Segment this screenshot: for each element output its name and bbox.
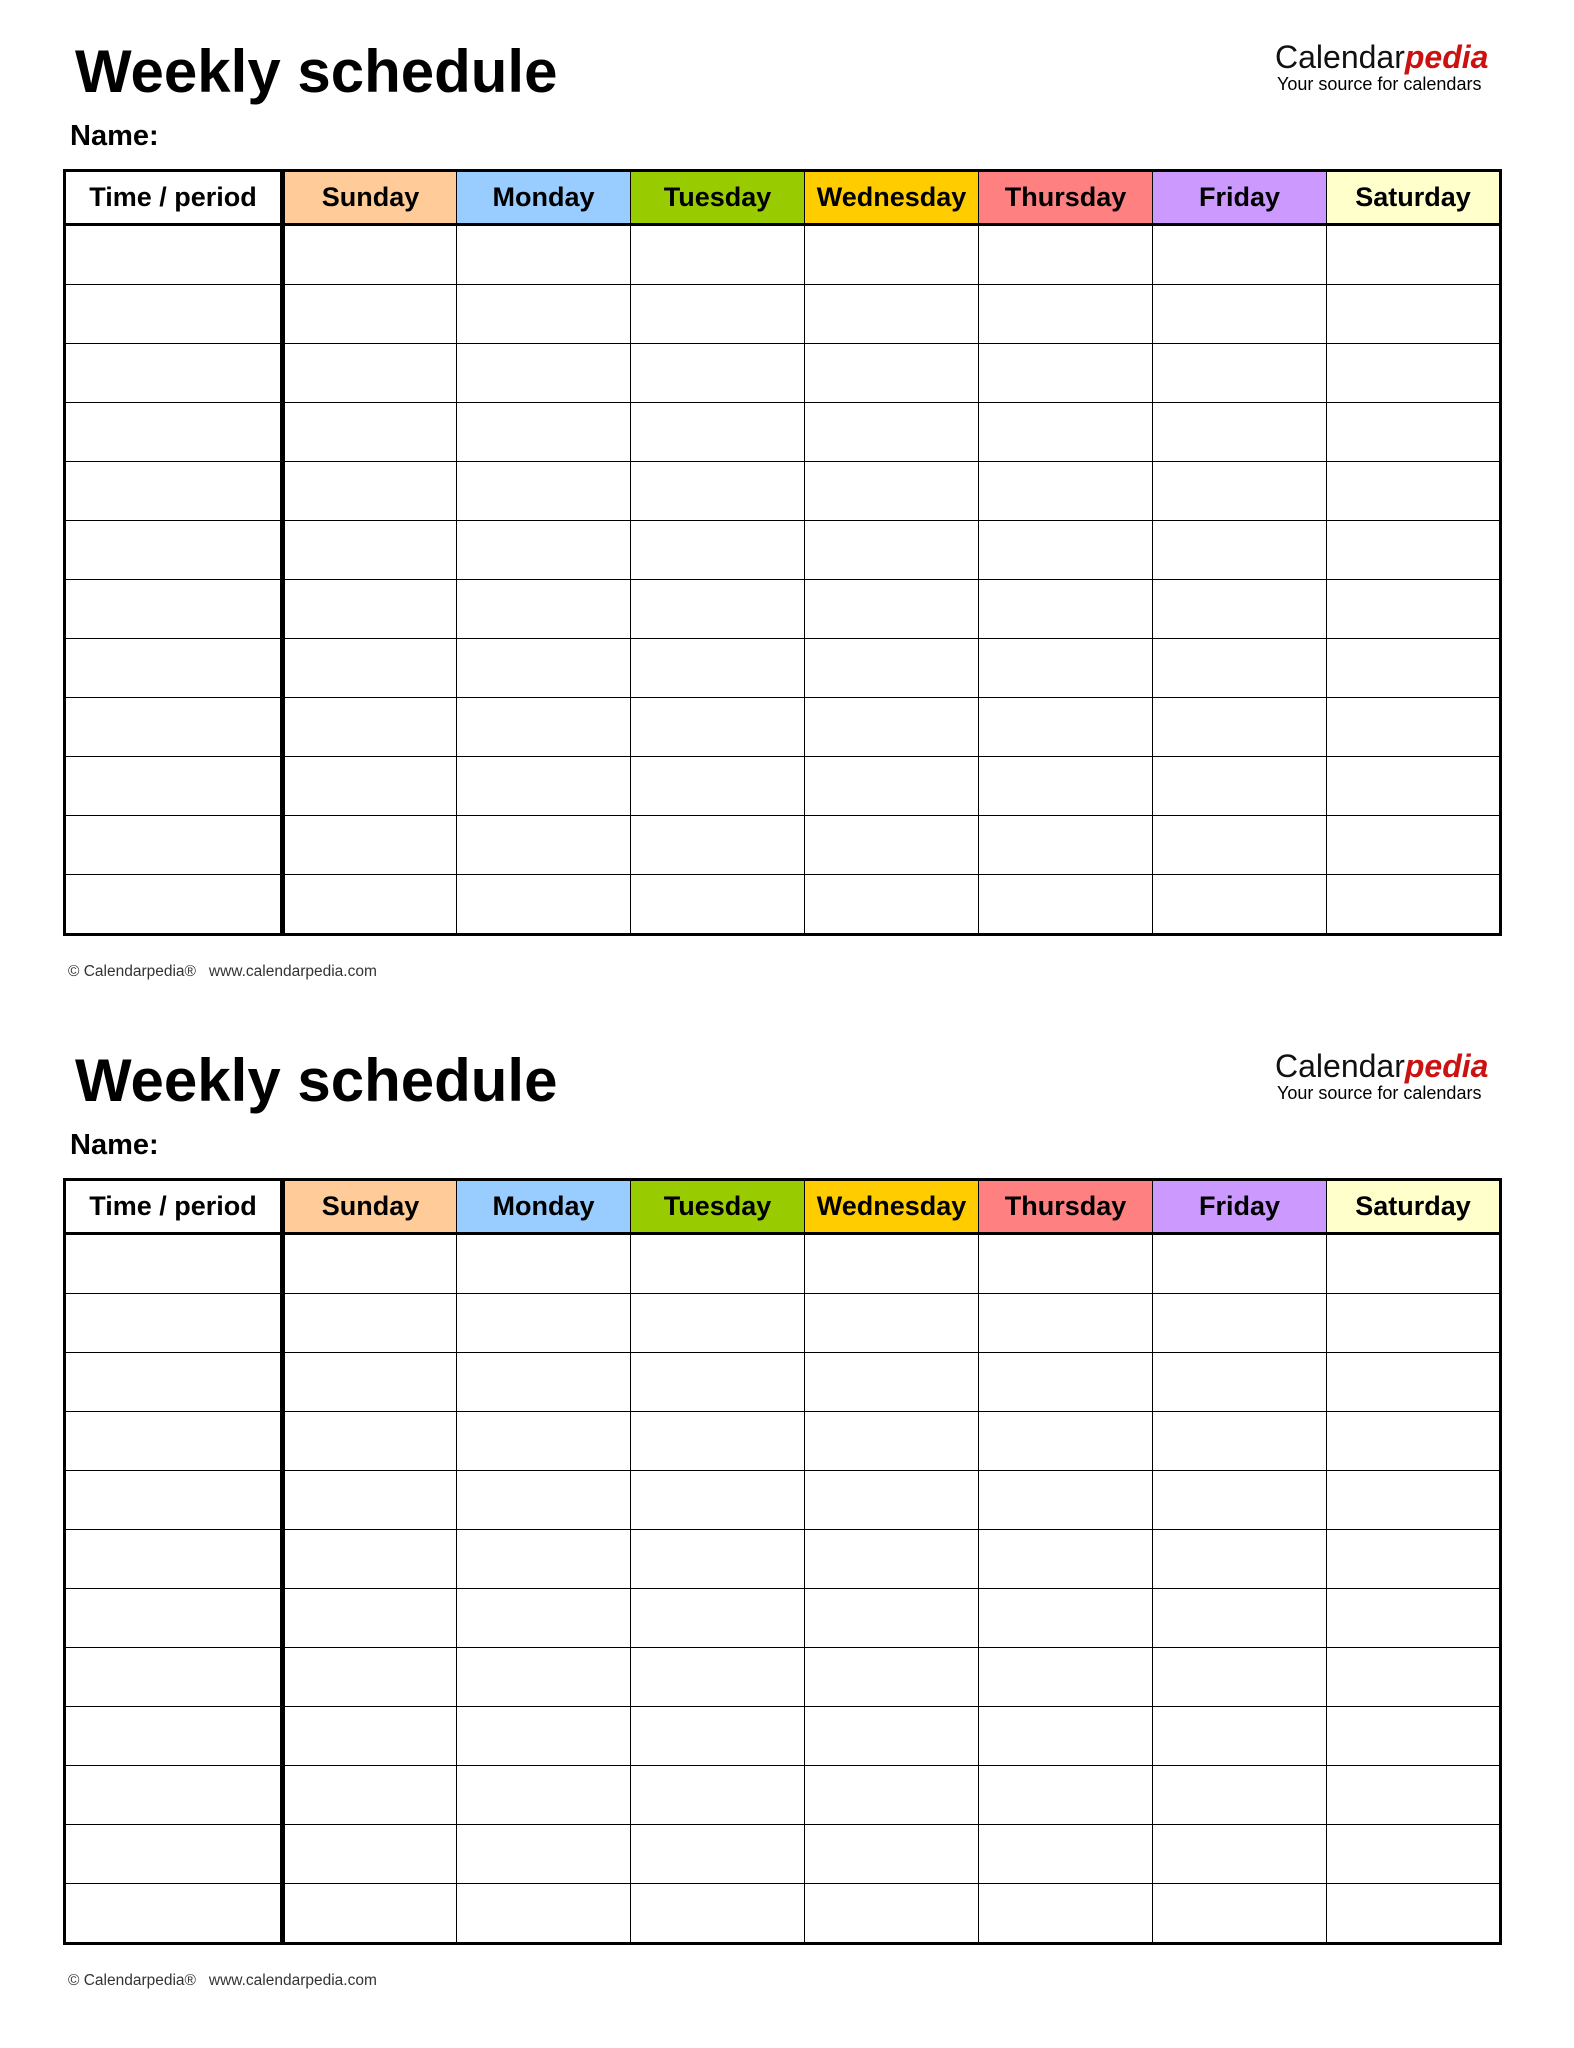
- schedule-cell[interactable]: [805, 1825, 979, 1884]
- schedule-cell[interactable]: [283, 1353, 457, 1412]
- schedule-cell[interactable]: [631, 1353, 805, 1412]
- time-cell[interactable]: [65, 1294, 283, 1353]
- name-label: Name:: [70, 120, 159, 152]
- column-header-friday: Friday: [1153, 1180, 1327, 1234]
- schedule-cell[interactable]: [979, 285, 1153, 344]
- schedule-cell[interactable]: [805, 225, 979, 285]
- time-cell[interactable]: [65, 344, 283, 403]
- schedule-cell[interactable]: [979, 698, 1153, 757]
- schedule-cell[interactable]: [631, 875, 805, 935]
- schedule-cell[interactable]: [631, 1825, 805, 1884]
- table-row: [65, 757, 1501, 816]
- schedule-cell[interactable]: [805, 757, 979, 816]
- column-header-tuesday: Tuesday: [631, 171, 805, 225]
- schedule-cell[interactable]: [805, 580, 979, 639]
- column-header-monday: Monday: [457, 1180, 631, 1234]
- column-header-time: Time / period: [65, 1180, 283, 1234]
- schedule-cell[interactable]: [805, 1884, 979, 1944]
- time-cell[interactable]: [65, 698, 283, 757]
- schedule-cell[interactable]: [805, 1294, 979, 1353]
- schedule-cell[interactable]: [283, 580, 457, 639]
- schedule-cell[interactable]: [457, 580, 631, 639]
- table-row: [65, 1825, 1501, 1884]
- schedule-cell[interactable]: [283, 344, 457, 403]
- schedule-cell[interactable]: [457, 1234, 631, 1294]
- schedule-cell[interactable]: [283, 403, 457, 462]
- table-row: [65, 285, 1501, 344]
- table-row: [65, 1353, 1501, 1412]
- schedule-cell[interactable]: [283, 1589, 457, 1648]
- time-cell[interactable]: [65, 1589, 283, 1648]
- schedule-cell[interactable]: [979, 757, 1153, 816]
- table-row: [65, 1766, 1501, 1825]
- schedule-cell[interactable]: [1153, 344, 1327, 403]
- column-header-wednesday: Wednesday: [805, 171, 979, 225]
- schedule-cell[interactable]: [1153, 521, 1327, 580]
- copyright-footer: © Calendarpedia® www.calendarpedia.com: [68, 1972, 377, 1989]
- schedule-cell[interactable]: [1327, 285, 1501, 344]
- time-cell[interactable]: [65, 639, 283, 698]
- schedule-cell[interactable]: [1327, 816, 1501, 875]
- table-row: [65, 1589, 1501, 1648]
- schedule-cell[interactable]: [979, 875, 1153, 935]
- time-cell[interactable]: [65, 1825, 283, 1884]
- schedule-cell[interactable]: [631, 462, 805, 521]
- schedule-cell[interactable]: [805, 1648, 979, 1707]
- column-header-wednesday: Wednesday: [805, 1180, 979, 1234]
- time-cell[interactable]: [65, 521, 283, 580]
- page-title: Weekly schedule: [75, 38, 558, 105]
- schedule-cell[interactable]: [805, 462, 979, 521]
- time-cell[interactable]: [65, 1530, 283, 1589]
- column-header-sunday: Sunday: [283, 171, 457, 225]
- schedule-cell[interactable]: [805, 1412, 979, 1471]
- header-row: [65, 171, 1501, 225]
- schedule-cell[interactable]: [631, 1412, 805, 1471]
- schedule-cell[interactable]: [1153, 698, 1327, 757]
- table-row: [65, 698, 1501, 757]
- column-header-friday: Friday: [1153, 171, 1327, 225]
- time-cell[interactable]: [65, 1707, 283, 1766]
- schedule-cell[interactable]: [1327, 1294, 1501, 1353]
- schedule-cell[interactable]: [631, 816, 805, 875]
- schedule-cell[interactable]: [1327, 1234, 1501, 1294]
- schedule-cell[interactable]: [979, 1234, 1153, 1294]
- schedule-cell[interactable]: [1327, 1471, 1501, 1530]
- schedule-cell[interactable]: [457, 875, 631, 935]
- schedule-cell[interactable]: [457, 639, 631, 698]
- schedule-cell[interactable]: [283, 521, 457, 580]
- schedule-cell[interactable]: [1327, 698, 1501, 757]
- table-row: [65, 1234, 1501, 1294]
- schedule-cell[interactable]: [283, 875, 457, 935]
- schedule-cell[interactable]: [979, 1353, 1153, 1412]
- schedule-cell[interactable]: [1327, 462, 1501, 521]
- schedule-cell[interactable]: [631, 580, 805, 639]
- schedule-cell[interactable]: [1327, 757, 1501, 816]
- brand-name-accent: pedia: [1404, 1048, 1489, 1084]
- schedule-cell[interactable]: [1327, 580, 1501, 639]
- schedule-cell[interactable]: [979, 1294, 1153, 1353]
- schedule-cell[interactable]: [1153, 1825, 1327, 1884]
- schedule-cell[interactable]: [979, 225, 1153, 285]
- schedule-cell[interactable]: [1327, 1412, 1501, 1471]
- schedule-cell[interactable]: [457, 1707, 631, 1766]
- schedule-cell[interactable]: [631, 403, 805, 462]
- schedule-cell[interactable]: [979, 816, 1153, 875]
- brand-logo: [1275, 1049, 1565, 1103]
- schedule-cell[interactable]: [1153, 1412, 1327, 1471]
- schedule-cell[interactable]: [805, 1471, 979, 1530]
- time-cell[interactable]: [65, 462, 283, 521]
- schedule-cell[interactable]: [283, 1648, 457, 1707]
- copyright-footer: © Calendarpedia® www.calendarpedia.com: [68, 963, 377, 980]
- table-row: [65, 1884, 1501, 1944]
- schedule-cell[interactable]: [979, 521, 1153, 580]
- schedule-cell[interactable]: [631, 225, 805, 285]
- schedule-cell[interactable]: [457, 1412, 631, 1471]
- schedule-cell[interactable]: [283, 225, 457, 285]
- column-header-thursday: Thursday: [979, 171, 1153, 225]
- schedule-cell[interactable]: [631, 285, 805, 344]
- time-cell[interactable]: [65, 757, 283, 816]
- table-row: [65, 344, 1501, 403]
- schedule-cell[interactable]: [1153, 1589, 1327, 1648]
- schedule-cell[interactable]: [1153, 1353, 1327, 1412]
- table-row: [65, 462, 1501, 521]
- schedule-cell[interactable]: [1327, 639, 1501, 698]
- schedule-cell[interactable]: [805, 521, 979, 580]
- schedule-cell[interactable]: [979, 1589, 1153, 1648]
- schedule-cell[interactable]: [631, 757, 805, 816]
- schedule-cell[interactable]: [1327, 1353, 1501, 1412]
- schedule-cell[interactable]: [1327, 1589, 1501, 1648]
- column-header-tuesday: Tuesday: [631, 1180, 805, 1234]
- schedule-cell[interactable]: [283, 285, 457, 344]
- schedule-cell[interactable]: [805, 403, 979, 462]
- column-header-monday: Monday: [457, 171, 631, 225]
- schedule-cell[interactable]: [1153, 1294, 1327, 1353]
- schedule-cell[interactable]: [1327, 225, 1501, 285]
- schedule-cell[interactable]: [1153, 1707, 1327, 1766]
- schedule-cell[interactable]: [805, 1589, 979, 1648]
- schedule-cell[interactable]: [283, 1412, 457, 1471]
- schedule-cell[interactable]: [979, 1530, 1153, 1589]
- column-header-sunday: Sunday: [283, 1180, 457, 1234]
- schedule-cell[interactable]: [283, 1825, 457, 1884]
- column-header-saturday: Saturday: [1327, 1180, 1501, 1234]
- schedule-cell[interactable]: [805, 816, 979, 875]
- table-row: [65, 225, 1501, 285]
- schedule-cell[interactable]: [457, 698, 631, 757]
- schedule-cell[interactable]: [979, 1707, 1153, 1766]
- schedule-section-1: [0, 0, 1574, 1010]
- schedule-cell[interactable]: [457, 1589, 631, 1648]
- schedule-cell[interactable]: [979, 462, 1153, 521]
- time-cell[interactable]: [65, 816, 283, 875]
- time-cell[interactable]: [65, 285, 283, 344]
- schedule-section-2: [0, 1009, 1574, 2019]
- schedule-cell[interactable]: [457, 1353, 631, 1412]
- brand-name-accent: pedia: [1404, 39, 1489, 75]
- table-row: [65, 1412, 1501, 1471]
- schedule-cell[interactable]: [283, 462, 457, 521]
- time-cell[interactable]: [65, 1412, 283, 1471]
- table-row: [65, 875, 1501, 935]
- schedule-cell[interactable]: [1327, 344, 1501, 403]
- time-cell[interactable]: [65, 1353, 283, 1412]
- schedule-cell[interactable]: [1327, 1766, 1501, 1825]
- column-header-thursday: Thursday: [979, 1180, 1153, 1234]
- schedule-cell[interactable]: [283, 1884, 457, 1944]
- table-row: [65, 1471, 1501, 1530]
- brand-tagline: Your source for calendars: [1277, 1083, 1482, 1103]
- schedule-cell[interactable]: [1327, 1884, 1501, 1944]
- schedule-cell[interactable]: [805, 698, 979, 757]
- schedule-cell[interactable]: [457, 225, 631, 285]
- column-header-saturday: Saturday: [1327, 171, 1501, 225]
- schedule-cell[interactable]: [979, 1884, 1153, 1944]
- brand-name-main: Calendar: [1275, 39, 1405, 75]
- schedule-cell[interactable]: [1153, 225, 1327, 285]
- schedule-cell[interactable]: [631, 1589, 805, 1648]
- schedule-cell[interactable]: [1153, 816, 1327, 875]
- time-cell[interactable]: [65, 1234, 283, 1294]
- schedule-table: [63, 169, 1502, 936]
- schedule-cell[interactable]: [1327, 403, 1501, 462]
- schedule-cell[interactable]: [631, 1766, 805, 1825]
- table-row: [65, 1530, 1501, 1589]
- schedule-cell[interactable]: [283, 1294, 457, 1353]
- schedule-cell[interactable]: [979, 1471, 1153, 1530]
- schedule-cell[interactable]: [1153, 1766, 1327, 1825]
- page-title: Weekly schedule: [75, 1047, 558, 1114]
- schedule-cell[interactable]: [1153, 462, 1327, 521]
- brand-logo: [1275, 40, 1565, 94]
- schedule-cell[interactable]: [1153, 1471, 1327, 1530]
- schedule-cell[interactable]: [631, 1884, 805, 1944]
- schedule-cell[interactable]: [979, 1412, 1153, 1471]
- schedule-cell[interactable]: [631, 1234, 805, 1294]
- schedule-cell[interactable]: [457, 1825, 631, 1884]
- schedule-cell[interactable]: [1153, 1648, 1327, 1707]
- schedule-cell[interactable]: [979, 1766, 1153, 1825]
- schedule-cell[interactable]: [1153, 639, 1327, 698]
- schedule-cell[interactable]: [457, 1294, 631, 1353]
- schedule-cell[interactable]: [457, 816, 631, 875]
- time-cell[interactable]: [65, 403, 283, 462]
- table-row: [65, 521, 1501, 580]
- table-row: [65, 639, 1501, 698]
- schedule-cell[interactable]: [1327, 875, 1501, 935]
- schedule-cell[interactable]: [805, 344, 979, 403]
- schedule-cell[interactable]: [805, 285, 979, 344]
- table-row: [65, 1707, 1501, 1766]
- time-cell[interactable]: [65, 1471, 283, 1530]
- column-header-time: Time / period: [65, 171, 283, 225]
- schedule-table: [63, 1178, 1502, 1945]
- schedule-cell[interactable]: [283, 1471, 457, 1530]
- schedule-cell[interactable]: [283, 1234, 457, 1294]
- schedule-cell[interactable]: [457, 285, 631, 344]
- brand-name-main: Calendar: [1275, 1048, 1405, 1084]
- schedule-cell[interactable]: [1327, 1707, 1501, 1766]
- table-row: [65, 403, 1501, 462]
- header-row: [65, 1180, 1501, 1234]
- schedule-cell[interactable]: [979, 580, 1153, 639]
- schedule-cell[interactable]: [457, 403, 631, 462]
- schedule-cell[interactable]: [1153, 1234, 1327, 1294]
- schedule-cell[interactable]: [1153, 875, 1327, 935]
- time-cell[interactable]: [65, 1648, 283, 1707]
- schedule-cell[interactable]: [631, 639, 805, 698]
- schedule-cell[interactable]: [805, 1766, 979, 1825]
- schedule-cell[interactable]: [805, 1234, 979, 1294]
- schedule-cell[interactable]: [457, 521, 631, 580]
- schedule-cell[interactable]: [631, 1294, 805, 1353]
- schedule-cell[interactable]: [1327, 1530, 1501, 1589]
- schedule-cell[interactable]: [979, 1825, 1153, 1884]
- schedule-cell[interactable]: [631, 1530, 805, 1589]
- schedule-cell[interactable]: [1153, 1530, 1327, 1589]
- schedule-cell[interactable]: [805, 1353, 979, 1412]
- schedule-cell[interactable]: [979, 403, 1153, 462]
- schedule-cell[interactable]: [283, 757, 457, 816]
- schedule-cell[interactable]: [457, 462, 631, 521]
- schedule-cell[interactable]: [1153, 757, 1327, 816]
- schedule-cell[interactable]: [283, 1530, 457, 1589]
- table-row: [65, 1294, 1501, 1353]
- schedule-cell[interactable]: [631, 1648, 805, 1707]
- schedule-cell[interactable]: [979, 344, 1153, 403]
- schedule-cell[interactable]: [457, 1530, 631, 1589]
- schedule-cell[interactable]: [457, 757, 631, 816]
- schedule-cell[interactable]: [1153, 285, 1327, 344]
- schedule-cell[interactable]: [1327, 521, 1501, 580]
- schedule-cell[interactable]: [457, 344, 631, 403]
- table-row: [65, 580, 1501, 639]
- schedule-cell[interactable]: [631, 1471, 805, 1530]
- schedule-cell[interactable]: [1327, 1648, 1501, 1707]
- schedule-cell[interactable]: [283, 1766, 457, 1825]
- time-cell[interactable]: [65, 1884, 283, 1944]
- schedule-cell[interactable]: [1153, 403, 1327, 462]
- schedule-cell[interactable]: [457, 1648, 631, 1707]
- table-row: [65, 816, 1501, 875]
- schedule-cell[interactable]: [631, 521, 805, 580]
- schedule-cell[interactable]: [283, 698, 457, 757]
- schedule-cell[interactable]: [1153, 580, 1327, 639]
- name-label: Name:: [70, 1129, 159, 1161]
- schedule-cell[interactable]: [457, 1884, 631, 1944]
- schedule-cell[interactable]: [457, 1766, 631, 1825]
- schedule-cell[interactable]: [283, 639, 457, 698]
- schedule-cell[interactable]: [631, 698, 805, 757]
- time-cell[interactable]: [65, 225, 283, 285]
- schedule-cell[interactable]: [805, 639, 979, 698]
- schedule-cell[interactable]: [1153, 1884, 1327, 1944]
- schedule-cell[interactable]: [805, 875, 979, 935]
- schedule-cell[interactable]: [631, 1707, 805, 1766]
- time-cell[interactable]: [65, 1766, 283, 1825]
- schedule-cell[interactable]: [805, 1530, 979, 1589]
- time-cell[interactable]: [65, 580, 283, 639]
- brand-tagline: Your source for calendars: [1277, 74, 1482, 94]
- schedule-cell[interactable]: [979, 639, 1153, 698]
- table-row: [65, 1648, 1501, 1707]
- time-cell[interactable]: [65, 875, 283, 935]
- schedule-cell[interactable]: [979, 1648, 1153, 1707]
- schedule-cell[interactable]: [283, 816, 457, 875]
- schedule-cell[interactable]: [1327, 1825, 1501, 1884]
- schedule-cell[interactable]: [457, 1471, 631, 1530]
- schedule-cell[interactable]: [805, 1707, 979, 1766]
- schedule-cell[interactable]: [631, 344, 805, 403]
- schedule-cell[interactable]: [283, 1707, 457, 1766]
